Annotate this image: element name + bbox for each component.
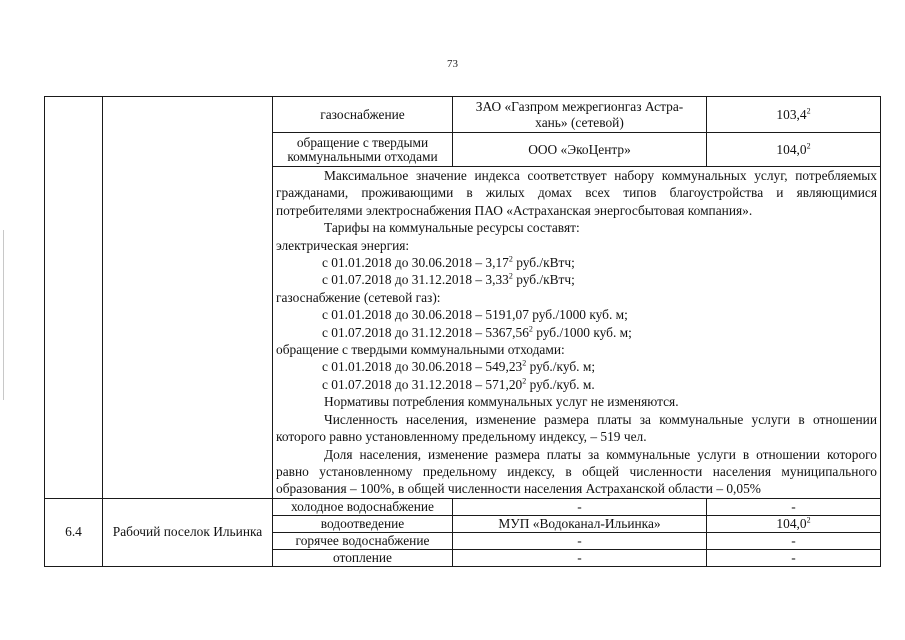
section-number: 6.4 bbox=[45, 498, 103, 566]
provider-cell: МУП «Водоканал-Ильинка» bbox=[453, 515, 707, 532]
gas-tariff-h1: с 01.01.2018 до 30.06.2018 – 5191,07 руб./1000 куб. м; bbox=[322, 307, 628, 323]
waste-tariff-h1: с 01.01.2018 до 30.06.2018 – 549,23$^2$ руб./куб. м; bbox=[322, 359, 596, 375]
provider-cell: ООО «ЭкоЦентр» bbox=[453, 133, 707, 167]
scan-edge-line bbox=[3, 230, 4, 400]
service-cell: обращение с твердыми коммунальными отходами bbox=[273, 133, 453, 167]
service-cell: водоотведение bbox=[273, 515, 453, 532]
gas-heading: газоснабжение (сетевой газ): bbox=[276, 289, 441, 305]
provider-cell: - bbox=[453, 498, 707, 515]
index-cell: - bbox=[707, 498, 881, 515]
electricity-heading: электрическая энергия: bbox=[276, 237, 410, 253]
service-cell: отопление bbox=[273, 549, 453, 566]
index-cell: 103,4$^2$ bbox=[707, 97, 881, 133]
paragraph-tariffs-intro: Тарифы на коммунальные ресурсы составят: bbox=[324, 220, 580, 236]
table-row bbox=[45, 97, 881, 133]
waste-heading: обращение с твердыми коммунальными отходами: bbox=[276, 342, 565, 358]
page-number: 73 bbox=[447, 58, 458, 70]
service-cell: холодное водоснабжение bbox=[273, 498, 453, 515]
section-name: Рабочий поселок Ильинка bbox=[103, 498, 273, 566]
paragraph-population-share: Доля населения, изменение размера платы за коммунальные услуги в отношении которого равно установленному предельному индексу, в общей численности населения муниципального образования – 100%, в общей численности населения Астраханской области – 0,05% bbox=[276, 446, 877, 497]
table-row bbox=[45, 498, 881, 515]
provider-cell: - bbox=[453, 549, 707, 566]
waste-tariff-h2: с 01.07.2018 до 31.12.2018 – 571,20$^2$ руб./куб. м. bbox=[322, 376, 595, 392]
index-cell: - bbox=[707, 532, 881, 549]
electricity-tariff-h2: с 01.07.2018 до 31.12.2018 – 3,33$^2$ руб./кВтч; bbox=[322, 271, 575, 288]
service-cell: горячее водоснабжение bbox=[273, 532, 453, 549]
provider-cell: ЗАО «Газпром межрегионгаз Астра- хань» (сетевой) bbox=[453, 97, 707, 133]
tariff-description-cell bbox=[273, 167, 881, 499]
index-cell: - bbox=[707, 549, 881, 566]
paragraph-population-count: Численность населения, изменение размера платы за коммунальные услуги в отношении которого равно установленному предельному индексу, – 519 чел. bbox=[276, 411, 877, 445]
paragraph-norms: Нормативы потребления коммунальных услуг не изменяются. bbox=[324, 394, 679, 410]
tariff-table bbox=[44, 96, 881, 567]
provider-cell: - bbox=[453, 532, 707, 549]
empty-name-cell bbox=[103, 97, 273, 499]
gas-tariff-h2: с 01.07.2018 до 31.12.2018 – 5367,56$^2$ руб./1000 куб. м; bbox=[322, 324, 632, 340]
service-cell: газоснабжение bbox=[273, 97, 453, 133]
index-cell: 104,0$^2$ bbox=[707, 133, 881, 167]
index-cell: 104,0$^2$ bbox=[707, 515, 881, 532]
empty-number-cell bbox=[45, 97, 103, 499]
electricity-tariff-h1: с 01.01.2018 до 30.06.2018 – 3,17$^2$ руб./кВтч; bbox=[322, 254, 575, 271]
paragraph-max-index: Максимальное значение индекса соответствует набору коммунальных услуг, потребляемых гражданами, проживающими в жилых домах всех типов благоустройства и являющимися потребителями электроснабжения ПАО «Астраханская энергосбытовая компания». bbox=[276, 168, 877, 218]
